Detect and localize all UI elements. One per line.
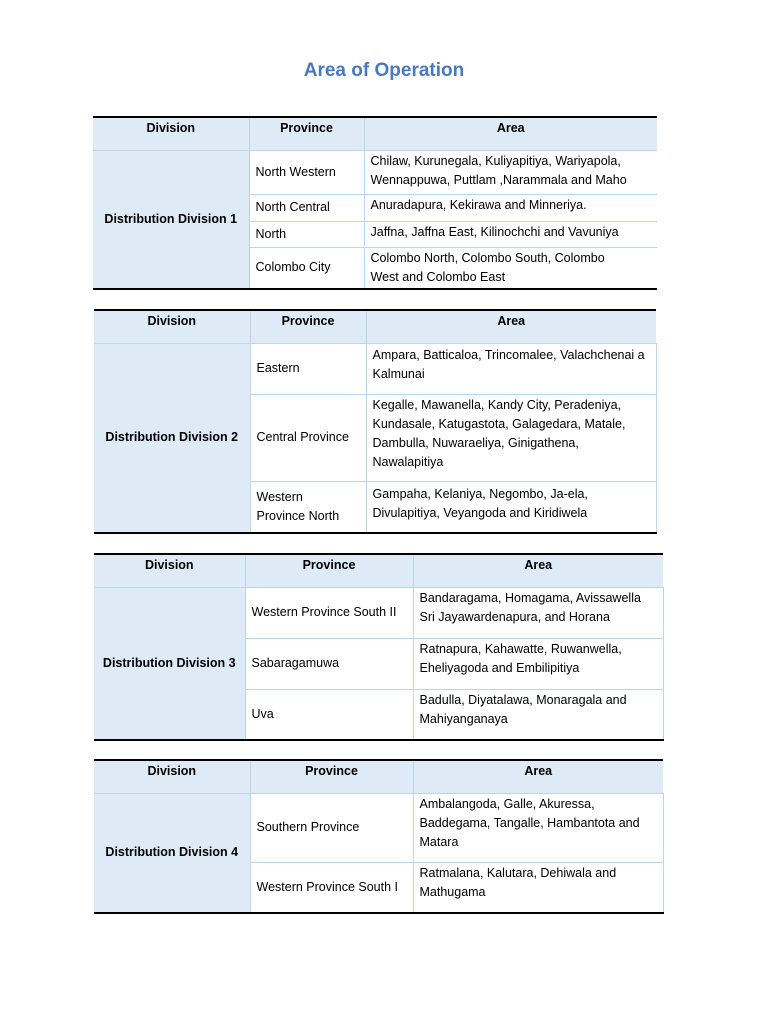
province-cell: North Western <box>249 150 364 194</box>
division-table-4 <box>94 759 664 914</box>
division-cell: Distribution Division 2 <box>94 343 250 533</box>
province-cell: Eastern <box>250 343 366 394</box>
area-cell: Ratnapura, Kahawatte, Ruwanwella, Eheliyagoda and Embilipitiya <box>413 638 663 689</box>
area-header: Area <box>413 554 663 587</box>
area-header: Area <box>364 117 657 150</box>
area-cell: Ampara, Batticaloa, Trincomalee, Valachchenai a Kalmunai <box>366 343 656 394</box>
division-table-3 <box>94 553 664 741</box>
page-title: Area of Operation <box>303 60 465 81</box>
province-cell: Western Province South I <box>250 862 413 913</box>
province-cell: Sabaragamuwa <box>245 638 413 689</box>
area-header: Area <box>366 310 656 343</box>
province-cell: Western Province South II <box>245 587 413 638</box>
province-header: Province <box>245 554 413 587</box>
province-cell: North <box>249 221 364 247</box>
area-cell: Chilaw, Kurunegala, Kuliyapitiya, Wariyapola, Wennappuwa, Puttlam ,Narammala and Maho <box>364 150 657 194</box>
area-cell: Ratmalana, Kalutara, Dehiwala and Mathugama <box>413 862 663 913</box>
division-header: Division <box>93 117 249 150</box>
area-cell: Jaffna, Jaffna East, Kilinochchi and Vavuniya <box>364 221 657 247</box>
area-header: Area <box>413 760 663 793</box>
province-cell: Colombo City <box>249 247 364 289</box>
province-cell: Western Province North <box>250 481 366 533</box>
province-cell: Uva <box>245 689 413 740</box>
area-cell: Bandaragama, Homagama, Avissawella Sri Jayawardenapura, and Horana <box>413 587 663 638</box>
division-header: Division <box>94 760 250 793</box>
province-header: Province <box>250 760 413 793</box>
area-cell: Gampaha, Kelaniya, Negombo, Ja-ela, Divulapitiya, Veyangoda and Kiridiwela <box>366 481 656 533</box>
area-cell: Badulla, Diyatalawa, Monaragala and Mahiyanganaya <box>413 689 663 740</box>
division-cell: Distribution Division 3 <box>94 587 245 740</box>
province-header: Province <box>250 310 366 343</box>
province-cell: Central Province <box>250 394 366 481</box>
area-cell: Colombo North, Colombo South, Colombo West and Colombo East <box>364 247 657 289</box>
area-cell: Ambalangoda, Galle, Akuressa, Baddegama, Tangalle, Hambantota and Matara <box>413 793 663 862</box>
area-cell: Kegalle, Mawanella, Kandy City, Peradeniya, Kundasale, Katugastota, Galagedara, Matale, Dambulla, Nuwaraeliya, Ginigathena, Nawalapitiya <box>366 394 656 481</box>
province-cell: North Central <box>249 194 364 221</box>
division-header: Division <box>94 554 245 587</box>
division-table-1 <box>93 116 657 290</box>
division-header: Division <box>94 310 250 343</box>
province-header: Province <box>249 117 364 150</box>
division-table-2 <box>94 309 657 534</box>
division-cell: Distribution Division 4 <box>94 793 250 913</box>
area-cell: Anuradapura, Kekirawa and Minneriya. <box>364 194 657 221</box>
province-cell: Southern Province <box>250 793 413 862</box>
division-cell: Distribution Division 1 <box>93 150 249 289</box>
